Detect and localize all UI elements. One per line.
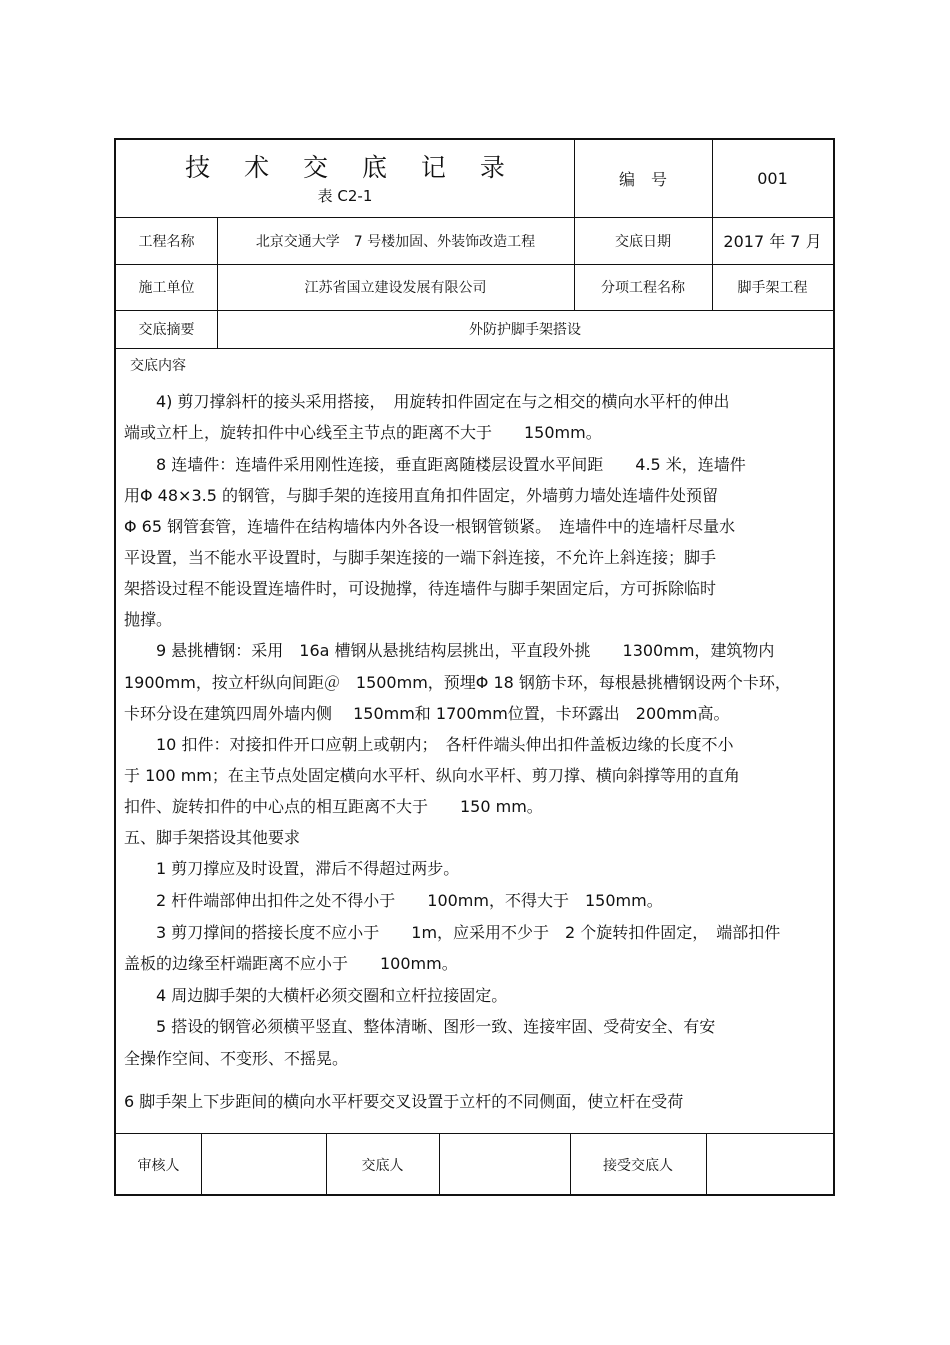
content-line: 4 周边脚手架的大横杆必须交圈和立杆拉接固定。 (124, 986, 508, 1005)
content-line: 平设置，当不能水平设置时，与脚手架连接的一端下斜连接，不允许上斜连接；脚手 (124, 548, 717, 567)
content-line: 2 杆件端部伸出扣件之处不得小于 100mm，不得大于 150mm。 (124, 891, 663, 910)
project-name-label: 工程名称 (138, 233, 195, 250)
receiver-signature-field[interactable] (706, 1133, 833, 1196)
contractor-value: 江苏省国立建设发展有限公司 (304, 280, 487, 296)
project-name-value: 北京交通大学 7 号楼加固、外装饰改造工程 (255, 233, 536, 250)
content-line: 于 100 mm；在主节点处固定横向水平杆、纵向水平杆、剪刀撑、横向斜撑等用的直角 (124, 766, 740, 785)
form-code: 表 C2-1 (317, 187, 373, 205)
content-line: 架搭设过程不能设置连墙件时，可设抛撑，待连墙件与脚手架固定后，方可拆除临时 (124, 579, 717, 598)
subitem-label: 分项工程名称 (601, 280, 685, 296)
summary-label: 交底摘要 (138, 322, 195, 338)
number-label: 编 号 (618, 170, 667, 189)
receiver-label: 接受交底人 (603, 1157, 673, 1174)
content-line: 盖板的边缘至杆端距离不应小于 100mm。 (124, 954, 458, 973)
number-value: 001 (757, 169, 788, 188)
contractor-label: 施工单位 (138, 280, 195, 296)
summary-value: 外防护脚手架搭设 (469, 322, 581, 338)
content-line: 扣件、旋转扣件的中心点的相互距离不大于 150 mm。 (124, 797, 543, 816)
content-line: 1900mm，按立杆纵向间距＠ 1500mm，预埋Φ 18 钢筋卡环，每根悬挑槽钢设两个卡环， (124, 673, 791, 692)
subitem-value: 脚手架工程 (737, 280, 808, 296)
rule-row3-bottom (116, 348, 833, 349)
content-label: 交底内容 (130, 358, 186, 374)
content-line: 10 扣件：对接扣件开口应朝上或朝内； 各杆件端头伸出扣件盖板边缘的长度不小 (124, 735, 734, 754)
content-line: 卡环分设在建筑四周外墙内侧 150mm和 1700mm位置，卡环露出 200mm高。 (124, 704, 730, 723)
content-line: 抛撑。 (124, 610, 173, 629)
content-line: Φ 65 钢管套管，连墙件在结构墙体内外各设一根钢管锁紧。 连墙件中的连墙杆尽量水 (124, 517, 736, 536)
content-line: 4) 剪刀撑斜杆的接头采用搭接， 用旋转扣件固定在与之相交的横向水平杆的伸出 (124, 392, 730, 411)
disclosure-record-form (114, 138, 835, 1196)
section-heading: 五、脚手架搭设其他要求 (124, 828, 301, 847)
discloser-label: 交底人 (361, 1157, 404, 1174)
content-line: 端或立杆上，旋转扣件中心线至主节点的距离不大于 150mm。 (124, 423, 602, 442)
page-title: 技 术 交 底 记 录 (185, 153, 518, 182)
reviewer-label: 审核人 (137, 1157, 180, 1174)
content-line: 用Φ 48×3.5 的钢管，与脚手架的连接用直角扣件固定，外墙剪力墙处连墙件处预留 (124, 486, 718, 505)
disclosure-date-label: 交底日期 (615, 233, 671, 250)
discloser-signature-field[interactable] (439, 1133, 570, 1196)
reviewer-signature-field[interactable] (201, 1133, 326, 1196)
content-line: 9 悬挑槽钢：采用 16a 槽钢从悬挑结构层挑出，平直段外挑 1300mm，建筑物内 (124, 641, 775, 660)
content-line: 全操作空间、不变形、不摇晃。 (124, 1049, 349, 1068)
content-line: 1 剪刀撑应及时设置，滞后不得超过两步。 (124, 859, 460, 878)
content-line: 6 脚手架上下步距间的横向水平杆要交叉设置于立杆的不同侧面，使立杆在受荷 (124, 1092, 684, 1111)
content-line: 3 剪刀撑间的搭接长度不应小于 1m，应采用不少于 2 个旋转扣件固定， 端部扣件 (124, 923, 781, 942)
content-line: 8 连墙件：连墙件采用刚性连接，垂直距离随楼层设置水平间距 4.5 米，连墙件 (124, 455, 746, 474)
disclosure-date-value: 2017 年 7 月 (723, 232, 822, 251)
content-line: 5 搭设的钢管必须横平竖直、整体清晰、图形一致、连接牢固、受荷安全、有安 (124, 1017, 716, 1036)
